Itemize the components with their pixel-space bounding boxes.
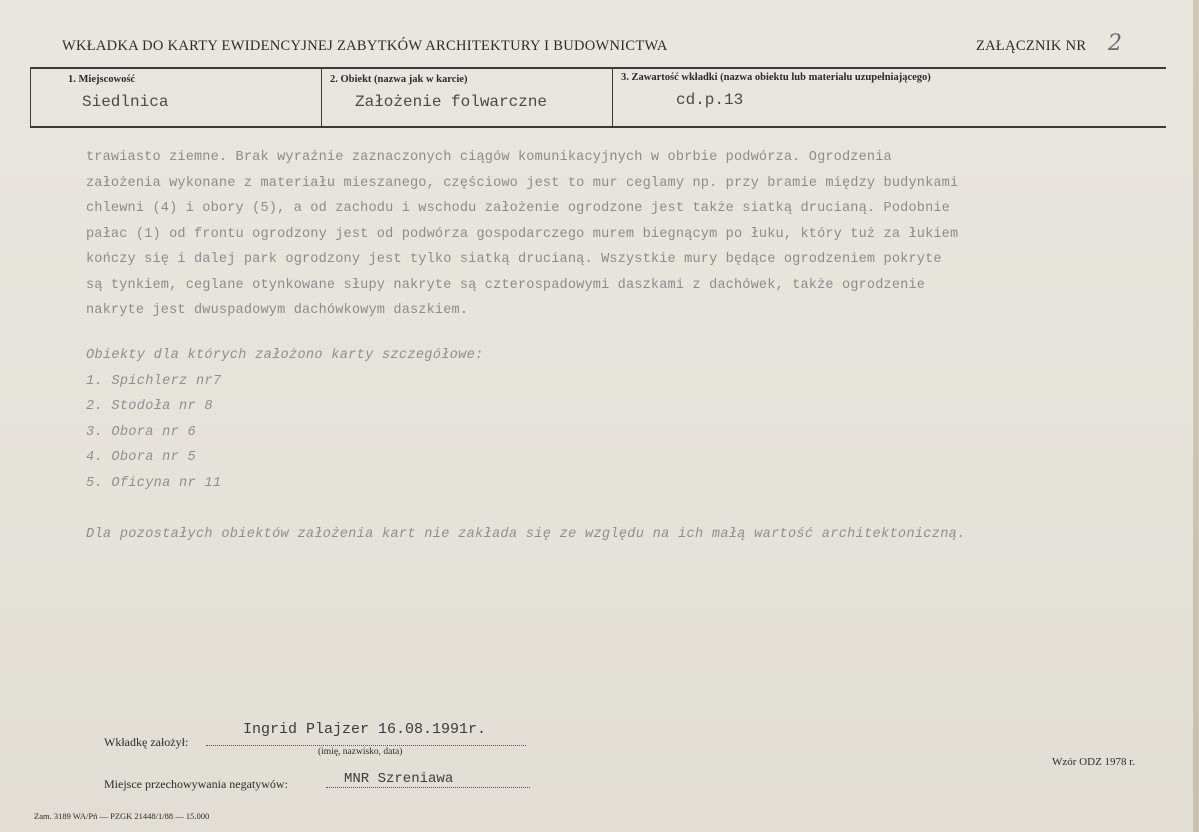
paper-edge-stain: [1193, 0, 1199, 832]
created-by-dotline: [206, 745, 526, 746]
form-model: Wzór ODZ 1978 r.: [1052, 756, 1136, 768]
closing-note: Dla pozostałych obiektów założenia kart nie zakłada się ze względu na ich małą wartość architektoniczną.: [86, 527, 966, 542]
negatives-label: Miejsce przechowywania negatywów:: [104, 777, 288, 791]
negatives-dotline: [326, 787, 530, 788]
body-line: pałac (1) od frontu ogrodzony jest od podwórza gospodarczego murem biegnącym po łuku, który tuż za łukiem: [86, 227, 959, 242]
list-item: 2. Stodoła nr 8: [86, 399, 213, 414]
place-label: 1. Miejscowość: [68, 74, 136, 85]
header-left-border: [30, 67, 31, 128]
list-item: 4. Obora nr 5: [86, 450, 196, 465]
created-by-value: Ingrid Plajzer 16.08.1991r.: [243, 721, 487, 738]
annex-number: 2: [1108, 31, 1122, 56]
list-item: 3. Obora nr 6: [86, 425, 196, 440]
content-value: cd.p.13: [676, 91, 744, 109]
place-value: Siedlnica: [82, 93, 169, 111]
form-title: WKŁADKA DO KARTY EWIDENCYJNEJ ZABYTKÓW ARCHITEKTURY I BUDOWNICTWA: [62, 38, 668, 54]
body-line: chlewni (4) i obory (5), a od zachodu i wschodu założenie ogrodzone jest także siatką drucianą. Podobnie: [86, 201, 950, 216]
created-by-hint: (imię, nazwisko, data): [318, 747, 403, 757]
body-line: kończy się i dalej park ogrodzony jest tylko siatką drucianą. Wszystkie mury będące ogrodzeniem pokryte: [86, 252, 942, 267]
body-line: trawiasto ziemne. Brak wyraźnie zaznaczonych ciągów komunikacyjnych w obrbie podwórza. Ogrodzenia: [86, 150, 892, 165]
body-line: założenia wykonane z materiału mieszanego, częściowo jest to mur ceglamy np. przy bramie między budynkami: [86, 176, 959, 191]
body-line: nakryte jest dwuspadowym dachówkowym daszkiem.: [86, 303, 469, 318]
list-item: 1. Spichlerz nr7: [86, 374, 222, 389]
object-value: Założenie folwarczne: [355, 93, 548, 111]
print-info: Zam. 3189 WA/Pń — PZGK 21448/1/88 — 15.000: [34, 811, 210, 821]
header-top-rule: [30, 67, 1166, 69]
header-divider-1: [321, 67, 322, 128]
object-label: 2. Obiekt (nazwa jak w karcie): [330, 74, 468, 85]
created-by-label: Wkładkę założył:: [104, 735, 189, 749]
annex-label: ZAŁĄCZNIK NR: [976, 38, 1087, 54]
header-bottom-rule: [30, 126, 1166, 128]
body-line: są tynkiem, ceglane otynkowane słupy nakryte są czterospadowymi daszkami z dachówek, także ogrodzenie: [86, 278, 926, 293]
negatives-value: MNR Szreniawa: [344, 771, 454, 787]
list-item: 5. Oficyna nr 11: [86, 476, 222, 491]
list-heading: Obiekty dla których założono karty szczegółowe:: [86, 348, 484, 363]
content-label: 3. Zawartość wkładki (nazwa obiektu lub materiału uzupełniającego): [621, 72, 931, 83]
header-divider-2: [612, 67, 613, 128]
